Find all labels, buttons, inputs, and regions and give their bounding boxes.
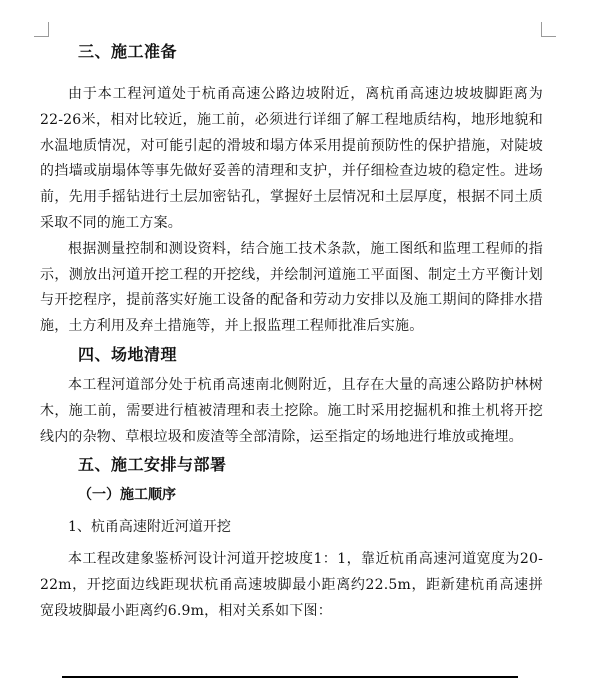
page-corner-mark-left bbox=[34, 22, 49, 37]
section-4-heading: 四、场地清理 bbox=[78, 344, 178, 364]
page-corner-mark-right bbox=[541, 22, 556, 37]
section-5-heading: 五、施工安排与部署 bbox=[78, 455, 227, 475]
section-3-paragraph-1: 由于本工程河道处于杭甬高速公路边坡附近，离杭甬高速边坡坡脚距离为22-26米，相对比较近，施工前，必须进行详细了解工程地质结构，地形地貌和水温地质情况，对可能引起的滑坡和塌方体采用提前预防性的保护措施，对陡坡的挡墙或崩塌体等事先做好妥善的清理和支护，并仔细检查边坡的稳定性。进场前，先用手摇钻进行土层加密钻孔，掌握好土层情况和土层厚度，根据不同土质采取不同的施工方案。 bbox=[40, 86, 543, 231]
section-5-item-1: 1、杭甬高速附近河道开挖 bbox=[68, 519, 231, 536]
document-body bbox=[40, 40, 543, 625]
figure-top-rule bbox=[62, 676, 518, 678]
section-4-paragraph-1: 本工程河道部分处于杭甬高速南北侧附近，且存在大量的高速公路防护林树木，施工前，需要进行植被清理和表土挖除。施工时采用挖掘机和推土机将开挖线内的杂物、草根垃圾和废渣等全部清除，运至指定的场地进行堆放或掩埋。 bbox=[40, 376, 543, 445]
section-3-paragraph-2: 根据测量控制和测设资料，结合施工技术条款，施工图纸和监理工程师的指示，测放出河道开挖工程的开挖线，并绘制河道施工平面图、制定土方平衡计划与开挖程序，提前落实好施工设备的配备和劳动力安排以及施工期间的降排水措施，土方利用及弃土措施等，并上报监理工程师批准后实施。 bbox=[40, 240, 543, 335]
section-5-subheading-1: （一）施工顺序 bbox=[78, 487, 176, 504]
section-5-paragraph-1: 本工程改建象鉴桥河设计河道开挖坡度1：1，靠近杭甬高速河道宽度为20-22m，开挖面边线距现状杭甬高速坡脚最小距离约22.5m，距新建杭甬高速拼宽段坡脚最小距离约6.9m，相对关系如下图： bbox=[40, 551, 543, 619]
section-3-heading: 三、施工准备 bbox=[78, 42, 178, 61]
